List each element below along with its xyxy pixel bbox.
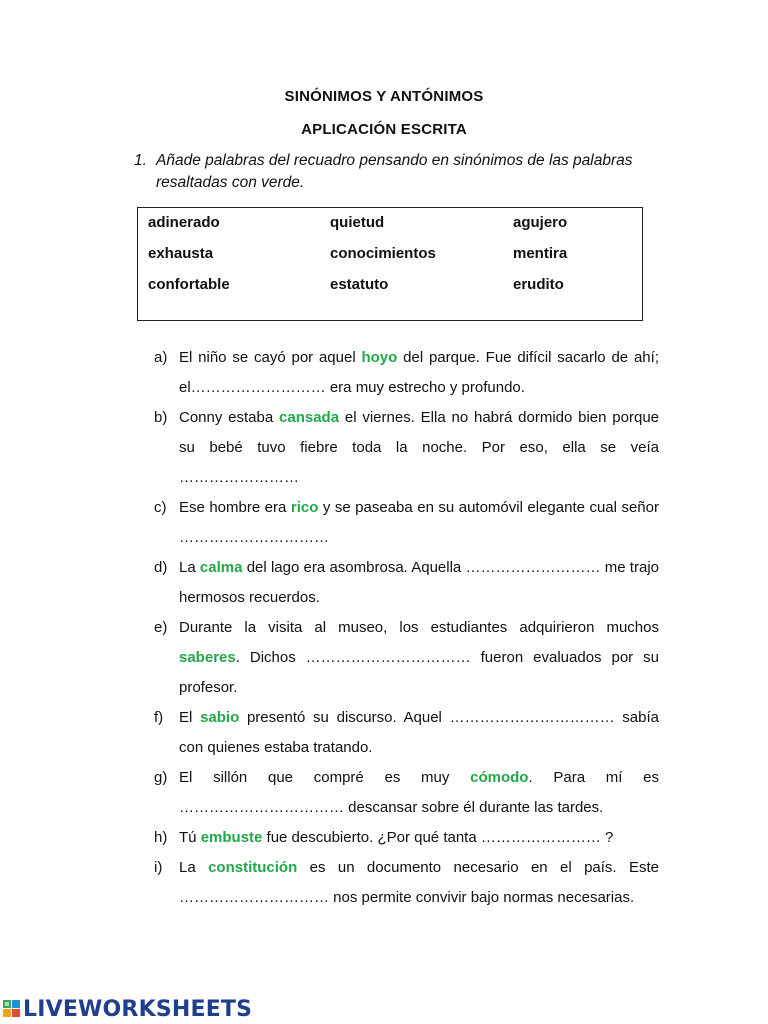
word-bank-word: adinerado xyxy=(148,214,220,231)
exercise-letter: f) xyxy=(154,709,164,726)
exercise-text: Tú embuste fue descubierto. ¿Por qué tanta …………………… ? xyxy=(179,829,614,846)
instruction-number: 1. xyxy=(134,152,147,169)
highlighted-word: hoyo xyxy=(361,349,398,366)
word-bank-word: erudito xyxy=(513,276,564,293)
exercise-item xyxy=(154,493,659,553)
word-bank-word: confortable xyxy=(148,276,230,293)
highlighted-word: constitución xyxy=(208,859,298,876)
exercise-text: Durante la visita al museo, los estudiantes adquirieron muchos saberes. Dichos …………………………… fueron evaluados por su profesor. xyxy=(179,619,659,696)
exercise-text: Ese hombre era rico y se paseaba en su automóvil elegante cual señor ………………………… xyxy=(179,499,659,546)
exercise-letter: h) xyxy=(154,829,168,846)
word-bank-word: agujero xyxy=(513,214,568,231)
instruction xyxy=(134,150,654,194)
highlighted-word: embuste xyxy=(200,829,263,846)
highlighted-word: saberes xyxy=(179,649,236,666)
exercise-item xyxy=(154,553,659,613)
brand-name: LIVEWORKSHEETS xyxy=(23,996,253,1022)
highlighted-word: calma xyxy=(199,559,243,576)
exercise-letter: g) xyxy=(154,769,168,786)
exercise-text: Conny estaba cansada el viernes. Ella no habrá dormido bien porque su bebé tuvo fiebre toda la noche. Por eso, ella se veía …………………… xyxy=(179,409,660,486)
word-bank-word: estatuto xyxy=(330,276,389,293)
word-bank-word: quietud xyxy=(330,214,385,231)
exercise-text: La constitución es un documento necesario en el país. Este ………………………… nos permite convivir bajo normas necesarias. xyxy=(179,859,660,906)
exercise-item xyxy=(154,613,659,703)
highlighted-word: sabio xyxy=(200,709,240,726)
exercise-item xyxy=(154,343,659,403)
exercise-item xyxy=(154,853,659,913)
word-bank-word: mentira xyxy=(513,245,568,262)
exercise-item xyxy=(154,703,659,763)
exercise-text: El sillón que compré es muy cómodo. Para mí es …………………………… descansar sobre él durante las tardes. xyxy=(179,769,660,816)
exercise-letter: c) xyxy=(154,499,167,516)
exercise-letter: i) xyxy=(154,859,163,876)
highlighted-word: cansada xyxy=(279,409,340,426)
word-bank-word: conocimientos xyxy=(330,245,436,262)
highlighted-word: cómodo xyxy=(470,769,529,786)
exercise-item xyxy=(154,763,659,823)
page-title: SINÓNIMOS Y ANTÓNIMOS xyxy=(284,88,484,105)
word-bank-box xyxy=(137,207,643,321)
exercise-letter: d) xyxy=(154,559,168,576)
exercise-text: El niño se cayó por aquel hoyo del parque. Fue difícil sacarlo de ahí; el……………………… era muy estrecho y profundo. xyxy=(179,349,659,396)
highlighted-word: rico xyxy=(290,499,319,516)
exercise-item xyxy=(154,823,659,853)
exercise-text: La calma del lago era asombrosa. Aquella ……………………… me trajo hermosos recuerdos. xyxy=(179,559,659,606)
liveworksheets-logo-icon xyxy=(3,998,21,1020)
exercise-text: El sabio presentó su discurso. Aquel …………………………… sabía con quienes estaba tratando. xyxy=(179,709,659,756)
footer-brand xyxy=(3,995,252,1023)
exercise-letter: a) xyxy=(154,349,168,366)
word-bank-word: exhausta xyxy=(148,245,214,262)
exercise-list xyxy=(154,343,659,913)
instruction-text: Añade palabras del recuadro pensando en sinónimos de las palabras resaltadas con verde. xyxy=(156,152,633,191)
exercise-letter: b) xyxy=(154,409,168,426)
page-subtitle: APLICACIÓN ESCRITA xyxy=(301,121,467,138)
exercise-item xyxy=(154,403,659,493)
exercise-letter: e) xyxy=(154,619,168,636)
